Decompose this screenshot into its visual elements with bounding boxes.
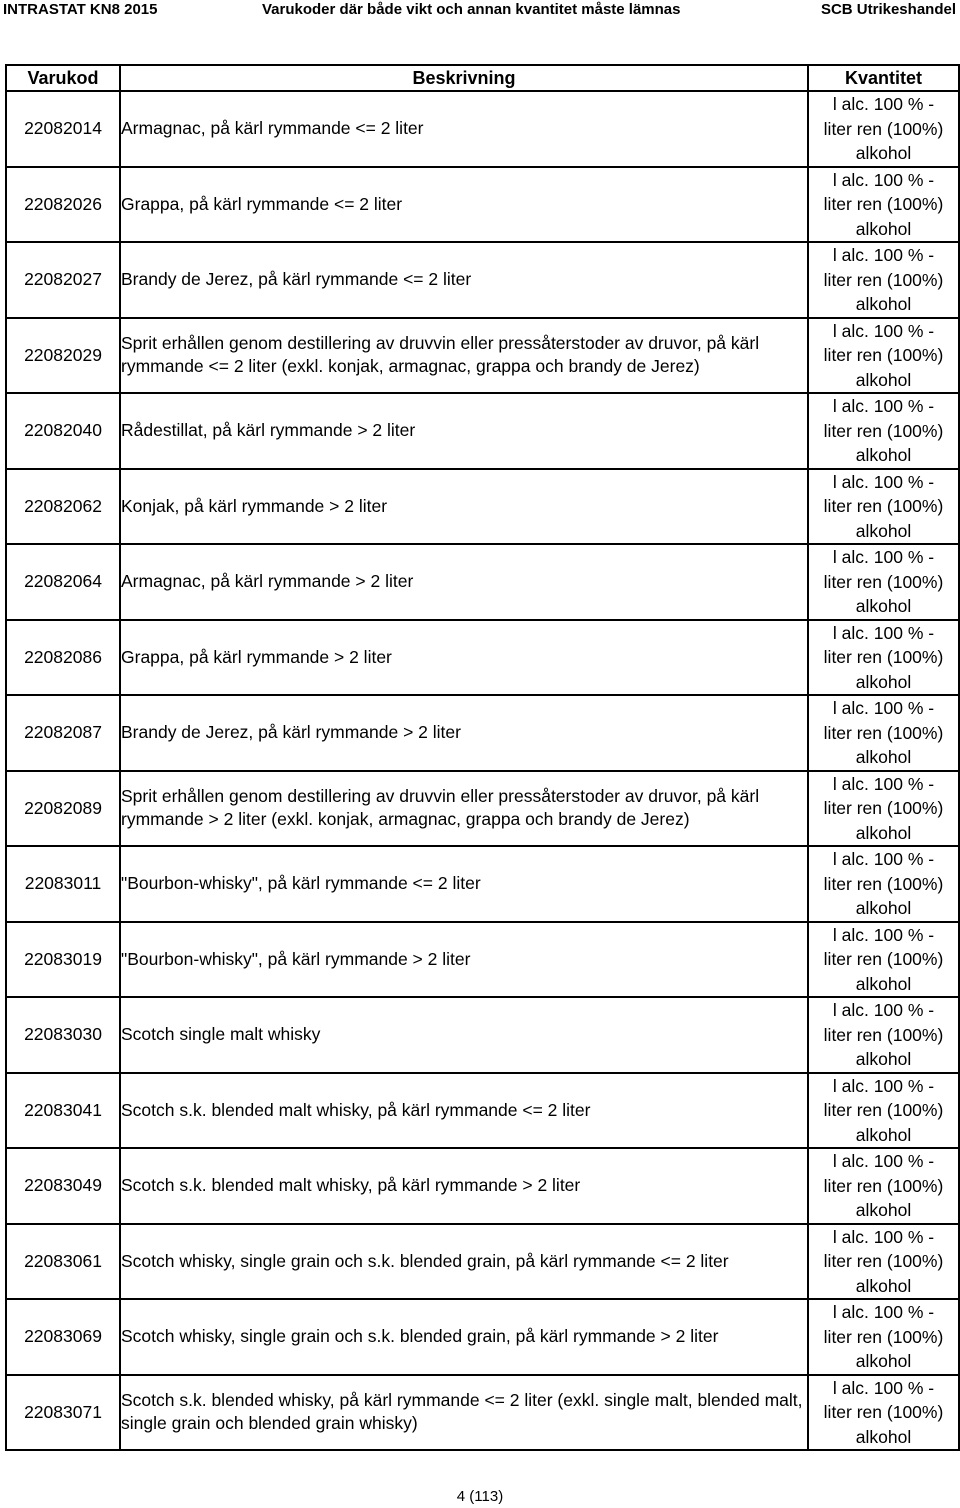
kvantitet-cell	[808, 1375, 959, 1451]
beskrivning-cell: Scotch s.k. blended whisky, på kärl rymmande <= 2 liter (exkl. single malt, blended malt, single grain och blended grain whisky)	[120, 1375, 808, 1451]
varukod-cell: 22083061	[6, 1224, 120, 1300]
table-row	[6, 1375, 959, 1451]
kvantitet-text: liter ren (100%)	[823, 1175, 944, 1196]
kvantitet-text: l alc. 100 % -	[832, 622, 935, 643]
kvantitet-text: alkohol	[855, 973, 912, 994]
kvantitet-text: liter ren (100%)	[823, 194, 944, 214]
kvantitet-text: alkohol	[855, 1049, 912, 1069]
kvantitet-text: l alc. 100 % -	[832, 773, 935, 794]
kvantitet-cell	[808, 1073, 959, 1149]
kvantitet-text: alkohol	[855, 445, 912, 465]
kvantitet-text: l alc. 100 % -	[832, 94, 935, 114]
kvantitet-text: alkohol	[855, 218, 912, 239]
kvantitet-text: alkohol	[855, 1275, 912, 1296]
header-right-title: SCB Utrikeshandel	[820, 1, 956, 18]
table-row	[6, 1224, 959, 1300]
kvantitet-text: alkohol	[855, 898, 912, 918]
kvantitet-text: alkohol	[855, 143, 912, 163]
kvantitet-text: liter ren (100%)	[823, 949, 944, 969]
kvantitet-cell	[808, 393, 959, 469]
beskrivning-cell: Grappa, på kärl rymmande <= 2 liter	[120, 167, 808, 243]
kvantitet-text: l alc. 100 % -	[832, 924, 935, 945]
kvantitet-text: l alc. 100 % -	[832, 698, 935, 718]
varukod-cell: 22082040	[6, 393, 120, 469]
kvantitet-cell	[808, 1148, 959, 1224]
kvantitet-text: liter ren (100%)	[823, 647, 944, 667]
kvantitet-text: alkohol	[855, 671, 912, 692]
varukod-cell: 22082027	[6, 242, 120, 318]
beskrivning-cell: Brandy de Jerez, på kärl rymmande <= 2 liter	[120, 242, 808, 318]
kvantitet-text: l alc. 100 % -	[832, 1302, 935, 1322]
varukod-cell: 22082029	[6, 318, 120, 394]
kvantitet-text: alkohol	[855, 596, 912, 616]
column-header-varukod: Varukod	[6, 65, 120, 91]
kvantitet-text: liter ren (100%)	[823, 722, 944, 743]
kvantitet-text: l alc. 100 % -	[832, 1000, 935, 1020]
kvantitet-cell	[808, 695, 959, 771]
table-row	[6, 242, 959, 318]
kvantitet-text: alkohol	[855, 1351, 912, 1371]
kvantitet-text: liter ren (100%)	[823, 1024, 944, 1045]
kvantitet-text: l alc. 100 % -	[832, 245, 935, 265]
beskrivning-cell: "Bourbon-whisky", på kärl rymmande > 2 liter	[120, 922, 808, 998]
column-header-beskrivning: Beskrivning	[120, 65, 808, 91]
kvantitet-cell	[808, 846, 959, 922]
kvantitet-text: liter ren (100%)	[823, 118, 944, 139]
table-row	[6, 469, 959, 545]
varukod-cell: 22082026	[6, 167, 120, 243]
table-row	[6, 393, 959, 469]
varukod-cell: 22083011	[6, 846, 120, 922]
kvantitet-text: liter ren (100%)	[823, 1326, 944, 1347]
kvantitet-cell	[808, 318, 959, 394]
varukod-cell: 22082089	[6, 771, 120, 847]
table-row	[6, 922, 959, 998]
table-row	[6, 91, 959, 167]
kvantitet-text: liter ren (100%)	[823, 571, 944, 592]
varukod-cell: 22083030	[6, 997, 120, 1073]
kvantitet-cell	[808, 922, 959, 998]
beskrivning-cell: Brandy de Jerez, på kärl rymmande > 2 liter	[120, 695, 808, 771]
kvantitet-text: alkohol	[855, 1200, 912, 1220]
beskrivning-cell: Scotch s.k. blended malt whisky, på kärl rymmande <= 2 liter	[120, 1073, 808, 1149]
beskrivning-cell: Grappa, på kärl rymmande > 2 liter	[120, 620, 808, 696]
varukod-cell: 22083041	[6, 1073, 120, 1149]
table-body	[6, 91, 959, 1450]
table-row	[6, 544, 959, 620]
kvantitet-cell	[808, 620, 959, 696]
kvantitet-text: liter ren (100%)	[823, 873, 944, 894]
kvantitet-cell	[808, 167, 959, 243]
kvantitet-text: l alc. 100 % -	[832, 396, 935, 416]
kvantitet-text: l alc. 100 % -	[832, 1075, 935, 1096]
kvantitet-text: l alc. 100 % -	[832, 547, 935, 567]
kvantitet-cell	[808, 997, 959, 1073]
kvantitet-text: alkohol	[855, 747, 912, 767]
kvantitet-cell	[808, 242, 959, 318]
kvantitet-text: alkohol	[855, 822, 912, 843]
kvantitet-text: liter ren (100%)	[823, 1251, 944, 1271]
kvantitet-text: l alc. 100 % -	[832, 320, 935, 341]
beskrivning-cell: "Bourbon-whisky", på kärl rymmande <= 2 liter	[120, 846, 808, 922]
column-header-kvantitet: Kvantitet	[808, 65, 959, 91]
beskrivning-cell: Sprit erhållen genom destillering av druvvin eller pressåterstoder av druvor, på kärl rymmande <= 2 liter (exkl. konjak, armagnac, grappa och brandy de Jerez)	[120, 318, 808, 394]
varukod-cell: 22082014	[6, 91, 120, 167]
kvantitet-text: alkohol	[855, 520, 912, 541]
beskrivning-cell: Scotch single malt whisky	[120, 997, 808, 1073]
kvantitet-cell	[808, 544, 959, 620]
beskrivning-cell: Scotch whisky, single grain och s.k. blended grain, på kärl rymmande > 2 liter	[120, 1299, 808, 1375]
page-number: 4 (113)	[456, 1488, 504, 1505]
beskrivning-cell: Armagnac, på kärl rymmande > 2 liter	[120, 544, 808, 620]
kvantitet-text: l alc. 100 % -	[832, 849, 935, 869]
varukod-cell: 22082087	[6, 695, 120, 771]
kvantitet-text: alkohol	[855, 369, 912, 390]
table-row	[6, 1299, 959, 1375]
table-row	[6, 318, 959, 394]
table-row	[6, 695, 959, 771]
kvantitet-cell	[808, 1224, 959, 1300]
table-header-row	[6, 65, 959, 91]
kvantitet-text: liter ren (100%)	[823, 345, 944, 365]
table-row	[6, 1148, 959, 1224]
varukod-cell: 22083071	[6, 1375, 120, 1451]
table-row	[6, 771, 959, 847]
varukod-cell: 22083069	[6, 1299, 120, 1375]
header-center-title: Varukoder där både vikt och annan kvantitet måste lämnas	[262, 1, 681, 18]
kvantitet-text: l alc. 100 % -	[832, 1226, 935, 1247]
table-row	[6, 997, 959, 1073]
kvantitet-cell	[808, 469, 959, 545]
table-row	[6, 167, 959, 243]
kvantitet-text: l alc. 100 % -	[832, 471, 935, 492]
kvantitet-cell	[808, 771, 959, 847]
beskrivning-cell: Rådestillat, på kärl rymmande > 2 liter	[120, 393, 808, 469]
varukod-cell: 22082062	[6, 469, 120, 545]
varukod-cell: 22083049	[6, 1148, 120, 1224]
table-row	[6, 1073, 959, 1149]
beskrivning-cell: Konjak, på kärl rymmande > 2 liter	[120, 469, 808, 545]
kvantitet-text: liter ren (100%)	[823, 1402, 944, 1422]
header-left-title: INTRASTAT KN8 2015	[3, 1, 158, 18]
table-row	[6, 846, 959, 922]
kvantitet-cell	[808, 91, 959, 167]
kvantitet-text: liter ren (100%)	[823, 798, 944, 818]
varukod-cell: 22082064	[6, 544, 120, 620]
kvantitet-text: liter ren (100%)	[823, 1100, 944, 1120]
kvantitet-text: alkohol	[855, 294, 912, 314]
kvantitet-text: liter ren (100%)	[823, 420, 944, 441]
page-header	[0, 0, 960, 19]
varukod-cell: 22083019	[6, 922, 120, 998]
beskrivning-cell: Scotch s.k. blended malt whisky, på kärl rymmande > 2 liter	[120, 1148, 808, 1224]
kvantitet-cell	[808, 1299, 959, 1375]
kvantitet-text: liter ren (100%)	[823, 496, 944, 516]
kvantitet-text: liter ren (100%)	[823, 269, 944, 290]
kvantitet-text: l alc. 100 % -	[832, 1377, 935, 1398]
beskrivning-cell: Sprit erhållen genom destillering av druvvin eller pressåterstoder av druvor, på kärl rymmande > 2 liter (exkl. konjak, armagnac, grappa och brandy de Jerez)	[120, 771, 808, 847]
beskrivning-cell: Scotch whisky, single grain och s.k. blended grain, på kärl rymmande <= 2 liter	[120, 1224, 808, 1300]
beskrivning-cell: Armagnac, på kärl rymmande <= 2 liter	[120, 91, 808, 167]
kvantitet-text: l alc. 100 % -	[832, 1151, 935, 1171]
varukod-cell: 22082086	[6, 620, 120, 696]
kvantitet-text: alkohol	[855, 1124, 912, 1145]
kvantitet-text: alkohol	[855, 1426, 912, 1447]
table-row	[6, 620, 959, 696]
commodity-code-table	[5, 64, 960, 1451]
kvantitet-text: l alc. 100 % -	[832, 169, 935, 190]
